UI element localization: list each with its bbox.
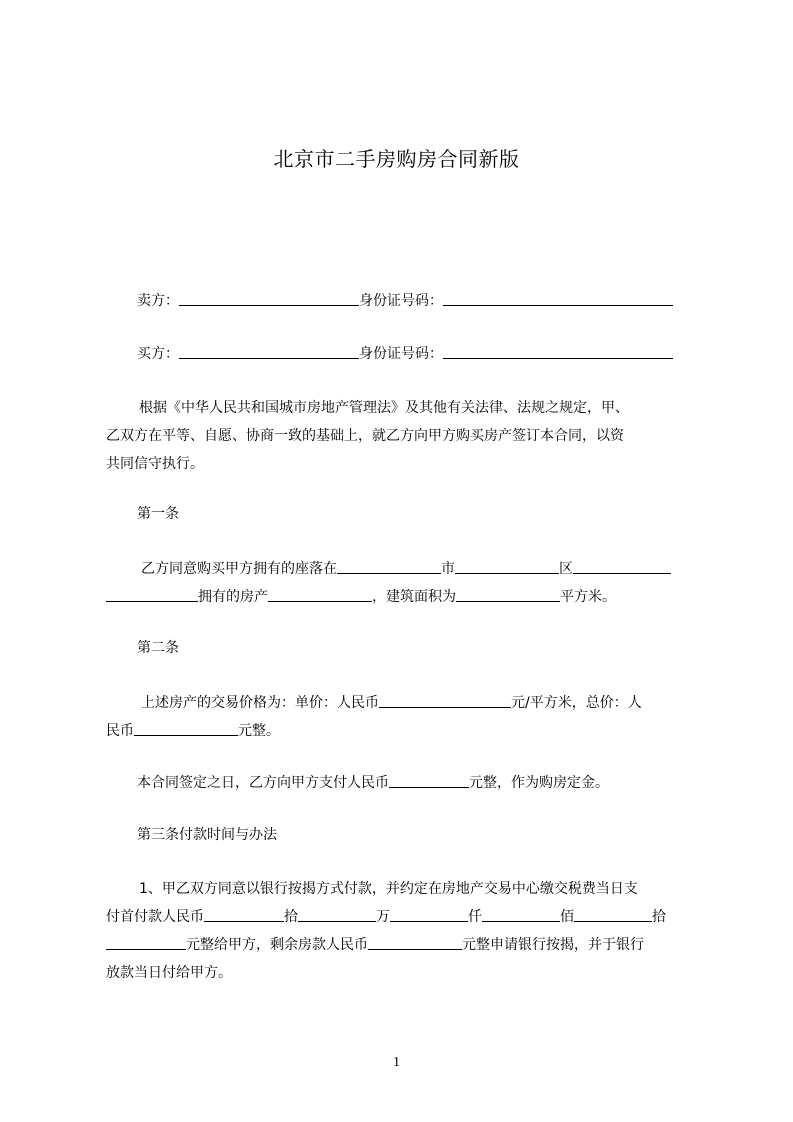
article-1-line-1 — [141, 554, 741, 584]
article-3-text-b: 元整申请银行按揭，并于银行 — [462, 937, 644, 953]
amount-blank-2[interactable] — [298, 906, 376, 922]
buyer-id-blank[interactable] — [443, 343, 673, 359]
area-blank[interactable] — [456, 586, 560, 602]
unit-shi: 拾 — [284, 909, 298, 925]
amount-blank-4[interactable] — [482, 906, 560, 922]
article-3-line-3 — [106, 930, 706, 960]
buyer-label: 买方： — [137, 346, 179, 362]
article-2-text-a: 上述房产的交易价格为：单价：人民币 — [141, 695, 379, 711]
article-2-text-d: 元整。 — [238, 723, 280, 739]
city-label: 市 — [441, 561, 455, 577]
unit-price-blank[interactable] — [379, 692, 511, 708]
article-1-text-c: ，建筑面积为 — [372, 589, 456, 605]
document-title: 北京市二手房购房合同新版 — [273, 147, 520, 171]
buyer-line — [137, 339, 737, 369]
article-1-text-b: 拥有的房产 — [198, 589, 268, 605]
preamble-line-3: 共同信守执行。 — [106, 456, 204, 472]
article-1-heading: 第一条 — [137, 506, 179, 522]
article-1-text-d: 平方米。 — [560, 589, 616, 605]
article-3-line-2 — [106, 902, 706, 932]
article-2-text-b: 元/平方米，总价：人 — [511, 695, 642, 711]
down-payment-label: 付首付款人民币 — [106, 909, 204, 925]
amount-blank-3[interactable] — [390, 906, 468, 922]
address-blank[interactable] — [106, 586, 198, 602]
article-1-line-2 — [106, 582, 706, 612]
unit-shi-2: 拾 — [652, 909, 666, 925]
deposit-text-b: 元整，作为购房定金。 — [469, 775, 609, 791]
district-blank[interactable] — [573, 558, 671, 574]
district-label: 区 — [559, 561, 573, 577]
article-2-line-1 — [141, 688, 741, 718]
amount-blank-5[interactable] — [574, 906, 652, 922]
preamble-line-2: 乙双方在平等、自愿、协商一致的基础上，就乙方向甲方购买房产签订本合同，以资 — [106, 428, 624, 444]
seller-id-label: 身份证号码： — [359, 293, 443, 309]
loan-amount-blank[interactable] — [368, 934, 462, 950]
article-3-line-4: 放款当日付给甲方。 — [106, 965, 232, 981]
page-number: 1 — [393, 1055, 400, 1070]
article-3-heading: 第三条付款时间与办法 — [137, 827, 277, 843]
article-2-text-c: 民币 — [106, 723, 134, 739]
buyer-id-label: 身份证号码： — [359, 346, 443, 362]
seller-id-blank[interactable] — [443, 290, 673, 306]
preamble-line-1: 根据《中华人民共和国城市房地产管理法》及其他有关法律、法规之规定，甲、 — [139, 400, 629, 416]
property-blank[interactable] — [268, 586, 372, 602]
article-1-text-a: 乙方同意购买甲方拥有的座落在 — [141, 561, 337, 577]
amount-blank-6[interactable] — [106, 934, 186, 950]
seller-label: 卖方： — [137, 293, 179, 309]
article-3-text-a: 元整给甲方，剩余房款人民币 — [186, 937, 368, 953]
unit-bai: 佰 — [560, 909, 574, 925]
deposit-line — [137, 768, 737, 798]
seller-line — [137, 286, 737, 316]
article-3-line-1: 1、甲乙双方同意以银行按揭方式付款，并约定在房地产交易中心缴交税费当日支 — [139, 881, 638, 897]
deposit-blank[interactable] — [389, 772, 469, 788]
total-price-blank[interactable] — [134, 720, 238, 736]
city-blank[interactable] — [455, 558, 559, 574]
article-2-line-2 — [106, 716, 706, 746]
amount-blank-1[interactable] — [204, 906, 284, 922]
location-blank[interactable] — [337, 558, 441, 574]
buyer-name-blank[interactable] — [179, 343, 359, 359]
unit-wan: 万 — [376, 909, 390, 925]
unit-qian: 仟 — [468, 909, 482, 925]
deposit-text-a: 本合同签定之日，乙方向甲方支付人民币 — [137, 775, 389, 791]
seller-name-blank[interactable] — [179, 290, 359, 306]
article-2-heading: 第二条 — [137, 640, 179, 656]
